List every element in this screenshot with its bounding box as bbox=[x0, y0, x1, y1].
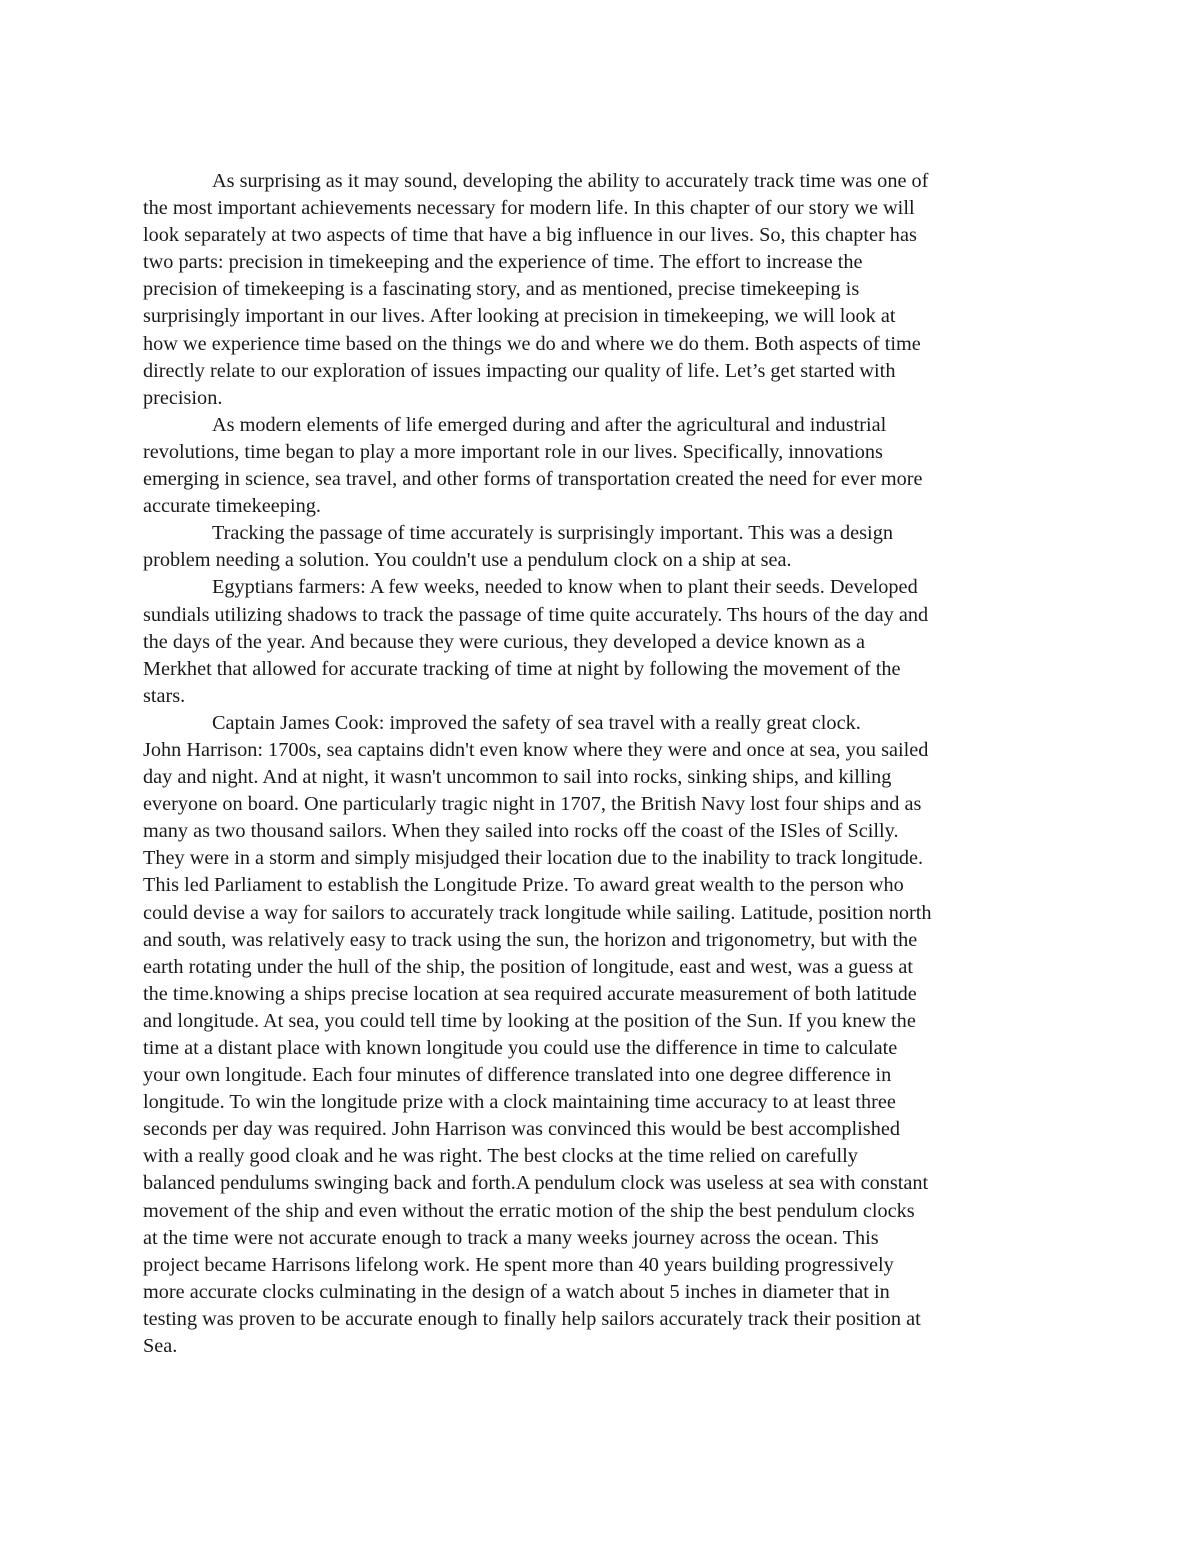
text-line: precision. bbox=[143, 386, 223, 409]
text-line: Tracking the passage of time accurately is surprisingly important. This was a design bbox=[212, 522, 893, 545]
text-line: Merkhet that allowed for accurate tracking of time at night by following the movement of the bbox=[143, 657, 901, 680]
text-line: As surprising as it may sound, developing the ability to accurately track time was one of bbox=[212, 170, 929, 192]
text-line: day and night. And at night, it wasn't uncommon to sail into rocks, sinking ships, and killing bbox=[143, 766, 892, 789]
text-line: time at a distant place with known longitude you could use the difference in time to calculate bbox=[143, 1037, 898, 1059]
text-line: directly relate to our exploration of issues impacting our quality of life. Let’s get started with bbox=[143, 359, 896, 382]
text-line: Egyptians farmers: A few weeks, needed to know when to plant their seeds. Developed bbox=[212, 576, 918, 599]
text-line: longitude. To win the longitude prize with a clock maintaining time accuracy to at least three bbox=[143, 1091, 896, 1114]
document-body bbox=[143, 168, 1060, 1360]
text-line: the time.knowing a ships precise location at sea required accurate measurement of both latitude bbox=[143, 982, 917, 1005]
text-line: many as two thousand sailors. When they sailed into rocks off the coast of the ISles of Scilly. bbox=[143, 820, 899, 843]
text-line: As modern elements of life emerged during and after the agricultural and industrial bbox=[212, 413, 887, 436]
text-line: balanced pendulums swinging back and forth.A pendulum clock was useless at sea with constant bbox=[143, 1172, 929, 1195]
text-line: and south, was relatively easy to track using the sun, the horizon and trigonometry, but with the bbox=[143, 928, 918, 951]
text-line: seconds per day was required. John Harrison was convinced this would be best accomplished bbox=[143, 1118, 900, 1141]
text-line: testing was proven to be accurate enough to finally help sailors accurately track their position at bbox=[143, 1307, 921, 1330]
text-line: more accurate clocks culminating in the design of a watch about 5 inches in diameter that in bbox=[143, 1280, 890, 1303]
text-line: John Harrison: 1700s, sea captains didn't even know where they were and once at sea, you sailed bbox=[143, 738, 929, 761]
text-line: precision of timekeeping is a fascinating story, and as mentioned, precise timekeeping is bbox=[143, 278, 860, 301]
text-line: emerging in science, sea travel, and other forms of transportation created the need for ever more bbox=[143, 468, 923, 491]
text-line: Captain James Cook: improved the safety of sea travel with a really great clock. bbox=[212, 711, 861, 734]
text-line: Sea. bbox=[143, 1335, 178, 1358]
text-line: could devise a way for sailors to accurately track longitude while sailing. Latitude, position north bbox=[143, 901, 932, 924]
text-line: earth rotating under the hull of the ship, the position of longitude, east and west, was a guess at bbox=[143, 955, 913, 978]
text-line: two parts: precision in timekeeping and the experience of time. The effort to increase the bbox=[143, 251, 863, 274]
text-line: problem needing a solution. You couldn't use a pendulum clock on a ship at sea. bbox=[143, 549, 792, 572]
text-line: everyone on board. One particularly tragic night in 1707, the British Navy lost four ships and as bbox=[143, 793, 922, 816]
text-line: the most important achievements necessary for modern life. In this chapter of our story we will bbox=[143, 197, 915, 220]
text-line: your own longitude. Each four minutes of difference translated into one degree difference in bbox=[143, 1064, 892, 1087]
text-line: stars. bbox=[143, 684, 186, 707]
text-line: This led Parliament to establish the Longitude Prize. To award great wealth to the person who bbox=[143, 874, 904, 897]
text-line: accurate timekeeping. bbox=[143, 495, 321, 518]
text-line: sundials utilizing shadows to track the passage of time quite accurately. Ths hours of the day and bbox=[143, 603, 929, 626]
text-line: surprisingly important in our lives. After looking at precision in timekeeping, we will look at bbox=[143, 305, 896, 328]
text-line: revolutions, time began to play a more important role in our lives. Specifically, innovations bbox=[143, 440, 883, 463]
text-line: how we experience time based on the things we do and where we do them. Both aspects of time bbox=[143, 332, 921, 355]
text-line: They were in a storm and simply misjudged their location due to the inability to track longitude. bbox=[143, 847, 924, 870]
text-line: look separately at two aspects of time that have a big influence in our lives. So, this chapter has bbox=[143, 224, 917, 247]
text-line: at the time were not accurate enough to track a many weeks journey across the ocean. This bbox=[143, 1226, 879, 1249]
text-line: movement of the ship and even without the erratic motion of the ship the best pendulum clocks bbox=[143, 1199, 915, 1222]
text-line: project became Harrisons lifelong work. He spent more than 40 years building progressively bbox=[143, 1253, 894, 1276]
text-line: and longitude. At sea, you could tell time by looking at the position of the Sun. If you knew the bbox=[143, 1009, 916, 1032]
text-line: the days of the year. And because they were curious, they developed a device known as a bbox=[143, 630, 865, 653]
text-line: with a really good cloak and he was right. The best clocks at the time relied on carefully bbox=[143, 1145, 858, 1168]
